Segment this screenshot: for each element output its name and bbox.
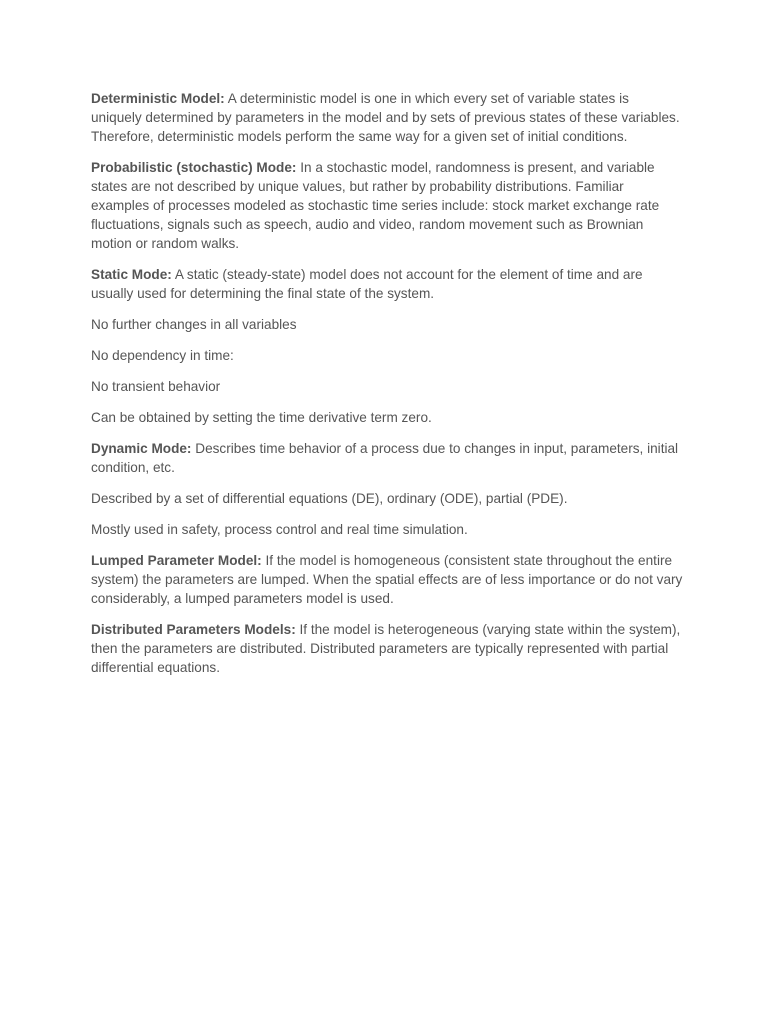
definition-static-mode: A static (steady-state) model does not account for the element of time and are usually used for determining the final state of the system. — [91, 267, 643, 301]
text-no-further-changes: No further changes in all variables — [91, 317, 297, 332]
text-uses: Mostly used in safety, process control and real time simulation. — [91, 522, 468, 537]
term-dynamic-mode: Dynamic Mode: — [91, 441, 192, 456]
text-no-transient-behavior: No transient behavior — [91, 379, 221, 394]
paragraph-static-mode — [91, 265, 683, 303]
text-time-derivative-zero: Can be obtained by setting the time derivative term zero. — [91, 410, 432, 425]
definition-lumped-parameter-model: If the model is homogeneous (consistent state throughout the entire system) the parameters are lumped. When the spatial effects are of less importance or do not vary considerably, a lumped parameters model is used. — [91, 553, 683, 606]
definition-distributed-parameters-models: If the model is heterogeneous (varying state within the system), then the parameters are distributed. Distributed parameters are typically represented with partial differential equations. — [91, 622, 681, 675]
paragraph-probabilistic-mode — [91, 158, 683, 253]
paragraph-no-transient-behavior — [91, 377, 683, 396]
paragraph-distributed-parameters-models — [91, 620, 683, 677]
term-static-mode: Static Mode: — [91, 267, 172, 282]
paragraph-lumped-parameter-model — [91, 551, 683, 608]
paragraph-no-further-changes — [91, 315, 683, 334]
text-no-time-dependency: No dependency in time: — [91, 348, 234, 363]
definition-probabilistic-mode: In a stochastic model, randomness is present, and variable states are not described by unique values, but rather by probability distributions. Familiar examples of processes modeled as stochastic time series include: stock market exchange rate fluctuations, signals such as speech, audio and video, random movement such as Brownian motion or random walks. — [91, 160, 660, 251]
paragraph-uses — [91, 520, 683, 539]
paragraph-no-time-dependency — [91, 346, 683, 365]
definition-deterministic-model: A deterministic model is one in which every set of variable states is uniquely determined by parameters in the model and by sets of previous states of these variables. Therefore, deterministic models perform the same way for a given set of initial conditions. — [91, 91, 680, 144]
text-differential-equations: Described by a set of differential equations (DE), ordinary (ODE), partial (PDE). — [91, 491, 568, 506]
paragraph-time-derivative-zero — [91, 408, 683, 427]
paragraph-dynamic-mode — [91, 439, 683, 477]
term-probabilistic-mode: Probabilistic (stochastic) Mode: — [91, 160, 297, 175]
term-deterministic-model: Deterministic Model: — [91, 91, 225, 106]
term-distributed-parameters-models: Distributed Parameters Models: — [91, 622, 296, 637]
term-lumped-parameter-model: Lumped Parameter Model: — [91, 553, 262, 568]
paragraph-deterministic-model — [91, 89, 683, 146]
paragraph-differential-equations — [91, 489, 683, 508]
definition-dynamic-mode: Describes time behavior of a process due to changes in input, parameters, initial condition, etc. — [91, 441, 679, 475]
document-body — [91, 89, 683, 689]
